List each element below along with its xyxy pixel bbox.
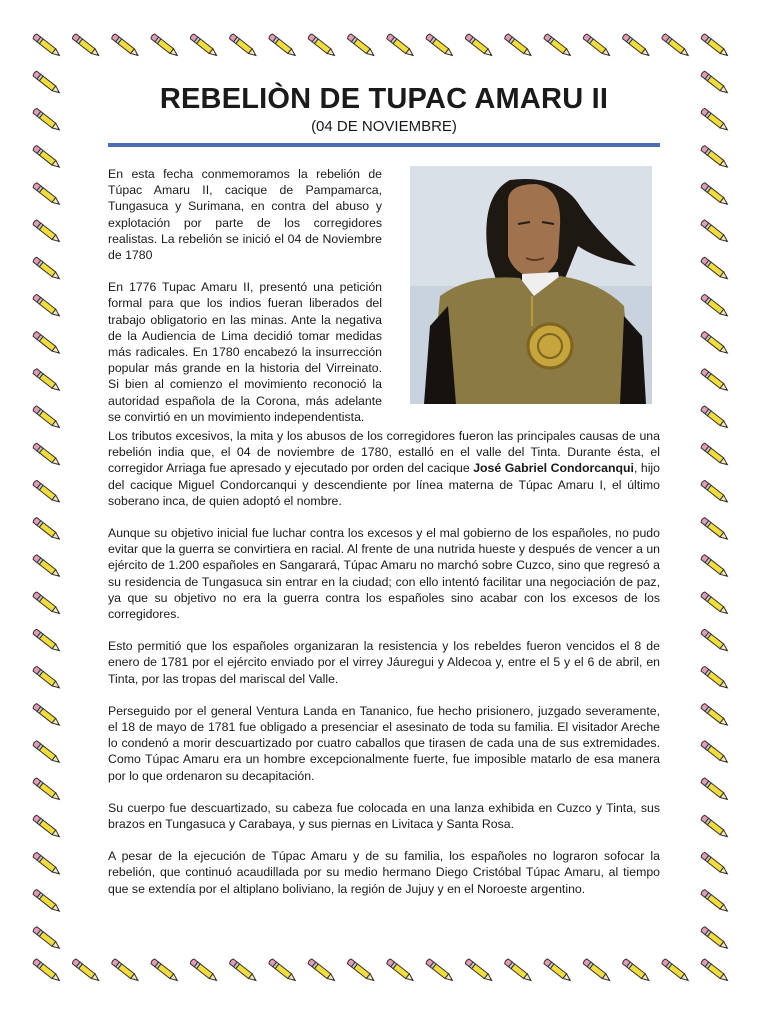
pencil-icon	[72, 958, 101, 982]
document-content	[108, 82, 660, 897]
pencil-icon	[700, 108, 729, 132]
paragraph-2: En 1776 Tupac Amaru II, presentó una petición formal para que los indios fueran liberados del trabajo obligatorio en las minas. Ante la negativa de la Audiencia de Lima decidió tomar medidas más radicales. En 1780 encabezó la insurrección popular más grande en la historia del Virreinato. Si bien al comienzo el movimiento reconoció la autoridad española de la Corona, más adelante se convirtió en un movimiento independentista.	[108, 280, 382, 424]
pencil-icon	[700, 926, 729, 950]
pencil-icon	[32, 591, 61, 615]
pencil-icon	[32, 852, 61, 876]
pencil-icon	[229, 33, 258, 57]
pencil-icon	[32, 703, 61, 727]
pencil-icon	[583, 33, 612, 57]
pencil-icon	[32, 666, 61, 690]
pencil-icon	[268, 33, 297, 57]
pencil-icon	[700, 368, 729, 392]
pencil-icon	[700, 33, 729, 57]
intro-text	[108, 166, 382, 425]
paragraph-3-start: Los tributos excesivos, la mita y los abusos de los corregidores fueron las principales causas de una rebelión india que, el 04 de noviembre de 1780, estalló en el valle del Tinta. Durante ésta, el corregidor Arriaga fue apresado y ejecutado por orden del cacique	[108, 429, 660, 476]
pencil-icon	[622, 33, 651, 57]
pencil-icon	[32, 815, 61, 839]
paragraph-4: Aunque su objetivo inicial fue luchar contra los excesos y el mal gobierno de los españoles, no pudo evitar que la guerra se convirtiera en racial. Al frente de una nutrida hueste y después de vencer a un ejército de 1.200 españoles en Sangarará, Túpac Amaru no marchó sobre Cuzco, sino que regresó a su residencia de Tungasuca sin entrar en la ciudad; con ello intentó facilitar una negociación de paz, ya que su objetivo no era la guerra contra los españoles sino acabar con los excesos de los corregidores.	[108, 526, 660, 622]
pencil-icon	[150, 958, 179, 982]
pencil-icon	[32, 145, 61, 169]
page-subtitle: (04 DE NOVIEMBRE)	[311, 118, 457, 135]
pencil-icon	[32, 777, 61, 801]
pencil-icon	[32, 740, 61, 764]
pencil-icon	[700, 331, 729, 355]
pencil-icon	[32, 331, 61, 355]
pencil-icon	[700, 71, 729, 95]
pencil-icon	[425, 33, 454, 57]
pencil-icon	[700, 740, 729, 764]
paragraph-6: Perseguido por el general Ventura Landa en Tananico, fue hecho prisionero, juzgado severamente, el 18 de mayo de 1781 fue obligado a presenciar el asesinato de toda su familia. El visitador Areche lo condenó a morir descuartizado por cuatro caballos que tirasen de cada una de sus extremidades. Como Túpac Amaru era un hombre excepcionalmente fuerte, fue imposible matarlo de esa manera por lo que ordenaron su decapitación.	[108, 703, 660, 783]
pencil-icon	[72, 33, 101, 57]
pencil-icon	[32, 889, 61, 913]
pencil-icon	[700, 517, 729, 541]
paragraph-8: A pesar de la ejecución de Túpac Amaru y de su familia, los españoles no lograron sofocar la rebelión, que continuó acaudillada por su medio hermano Diego Cristóbal Túpac Amaru, al tiempo que se extendía por el altiplano boliviano, la región de Jujuy y en el Noroeste argentino.	[108, 849, 660, 896]
pencil-icon	[32, 629, 61, 653]
pencil-icon	[700, 889, 729, 913]
pencil-icon	[700, 777, 729, 801]
pencil-icon	[307, 958, 336, 982]
pencil-icon	[32, 443, 61, 467]
pencil-icon	[32, 294, 61, 318]
pencil-icon	[32, 368, 61, 392]
pencil-icon	[700, 257, 729, 281]
pencil-icon	[111, 958, 140, 982]
pencil-icon	[111, 33, 140, 57]
pencil-icon	[700, 554, 729, 578]
pencil-icon	[268, 958, 297, 982]
pencil-icon	[465, 33, 494, 57]
pencil-icon	[700, 443, 729, 467]
pencil-icon	[150, 33, 179, 57]
intro-section	[108, 166, 660, 428]
pencil-icon	[32, 33, 61, 57]
page-title: REBELIÒN DE TUPAC AMARU II	[159, 83, 609, 115]
paragraph-1: En esta fecha conmemoramos la rebelión de Túpac Amaru II, cacique de Pampamarca, Tungasuca y Surimana, en contra del abuso y explotación por parte de los corregidores realistas. La rebelión se inició el 04 de Noviembre de 1780	[108, 167, 382, 263]
pencil-icon	[32, 257, 61, 281]
pencil-icon	[700, 145, 729, 169]
pencil-icon	[543, 33, 572, 57]
paragraph-3	[108, 428, 660, 509]
portrait-image	[410, 166, 652, 404]
pencil-icon	[32, 219, 61, 243]
pencil-icon	[425, 958, 454, 982]
pencil-icon	[583, 958, 612, 982]
pencil-icon	[700, 480, 729, 504]
pencil-icon	[32, 71, 61, 95]
title-underline	[108, 143, 660, 147]
pencil-icon	[386, 33, 415, 57]
pencil-icon	[700, 629, 729, 653]
pencil-icon	[465, 958, 494, 982]
pencil-icon	[700, 182, 729, 206]
pencil-icon	[661, 33, 690, 57]
pencil-icon	[229, 958, 258, 982]
pencil-icon	[32, 554, 61, 578]
paragraph-7: Su cuerpo fue descuartizado, su cabeza fue colocada en una lanza exhibida en Cuzco y Tinta, sus brazos en Tungasuca y Carabaya, y sus piernas en Livitaca y Santa Rosa.	[108, 800, 660, 832]
condorcanqui-name: José Gabriel Condorcanqui	[473, 461, 634, 476]
pencil-icon	[347, 33, 376, 57]
pencil-icon	[504, 33, 533, 57]
pencil-icon	[700, 405, 729, 429]
pencil-icon	[32, 480, 61, 504]
pencil-icon	[32, 517, 61, 541]
paragraph-3-end: , hijo del cacique Miguel Condorcanqui y descendiente por línea materna de Túpac Amaru I, el último soberano inca, de quien adoptó el nombre.	[108, 461, 660, 508]
pencil-icon	[386, 958, 415, 982]
pencil-icon	[504, 958, 533, 982]
pencil-icon	[32, 958, 61, 982]
pencil-icon	[700, 591, 729, 615]
pencil-icon	[190, 33, 219, 57]
pencil-icon	[32, 182, 61, 206]
pencil-icon	[32, 405, 61, 429]
pencil-icon	[700, 666, 729, 690]
pencil-icon	[661, 958, 690, 982]
pencil-icon	[700, 958, 729, 982]
pencil-icon	[700, 703, 729, 727]
pencil-icon	[32, 926, 61, 950]
pencil-icon	[700, 815, 729, 839]
pencil-icon	[347, 958, 376, 982]
pencil-icon	[32, 108, 61, 132]
pencil-icon	[700, 219, 729, 243]
pencil-icon	[622, 958, 651, 982]
pencil-icon	[700, 294, 729, 318]
pencil-icon	[307, 33, 336, 57]
pencil-icon	[543, 958, 572, 982]
pencil-icon	[700, 852, 729, 876]
paragraph-5: Esto permitió que los españoles organizaran la resistencia y los rebeldes fueron vencidos el 8 de enero de 1781 por el ejército enviado por el virrey Jáuregui y Aldecoa y, entre el 5 y el 6 de abril, en Tinta, por las tropas del mariscal del Valle.	[108, 639, 660, 686]
pencil-icon	[190, 958, 219, 982]
